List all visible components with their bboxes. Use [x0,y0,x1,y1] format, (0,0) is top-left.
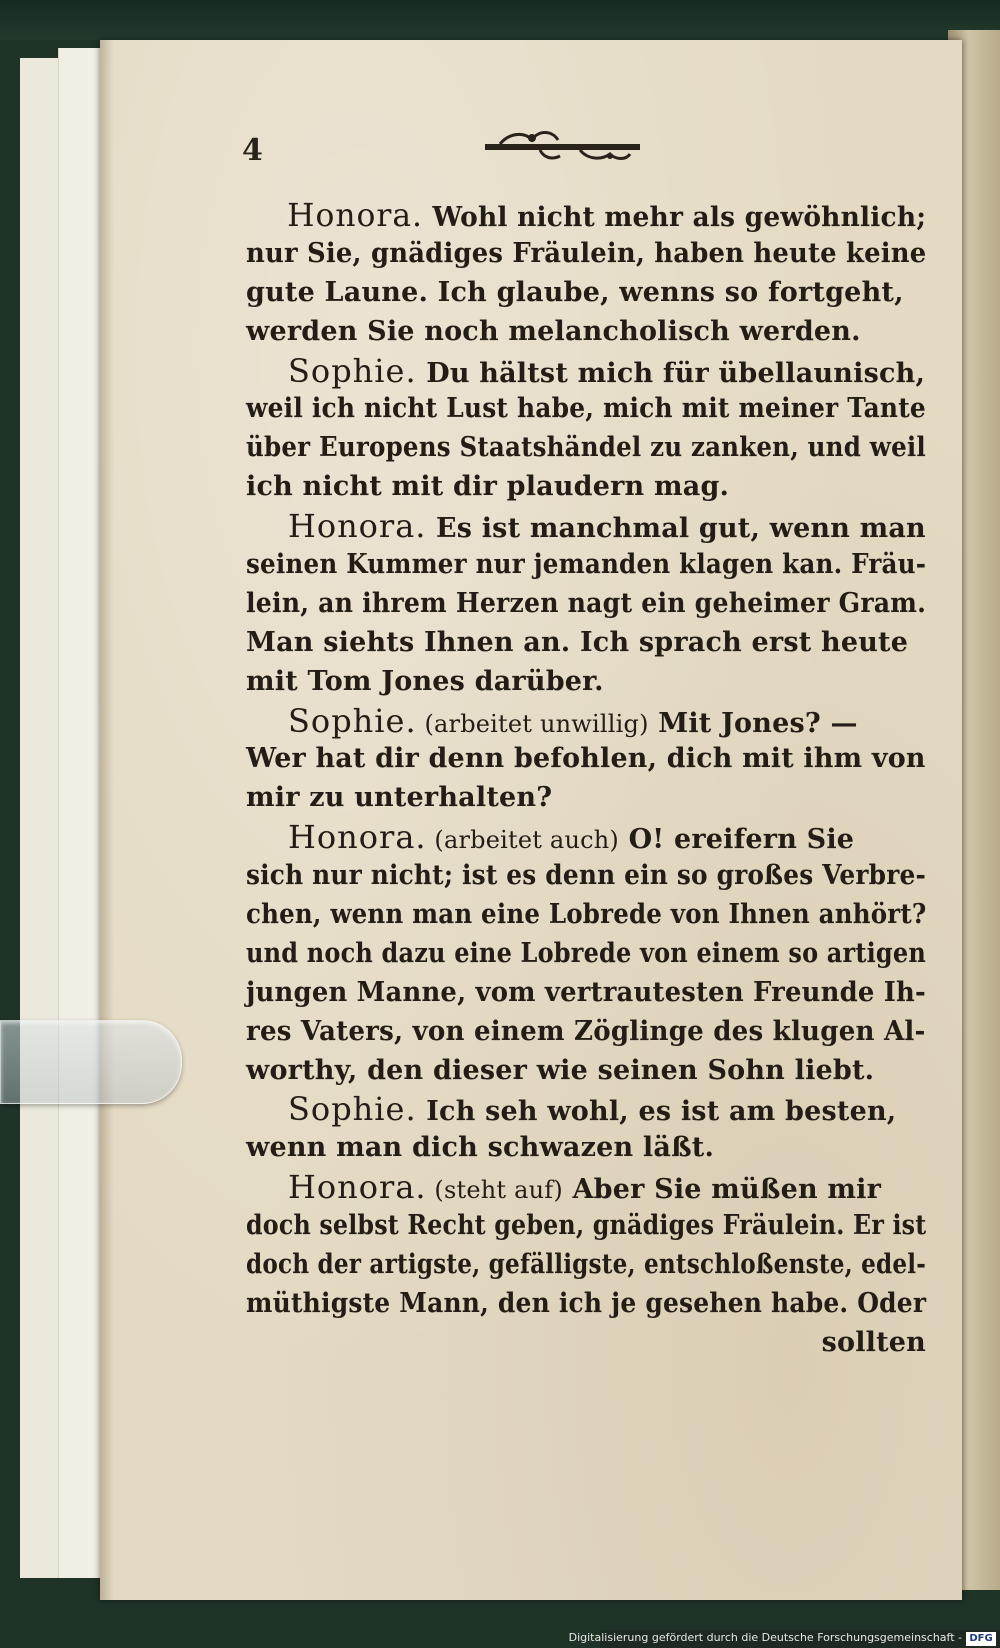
catchword: sollten [821,1326,926,1358]
text-line [246,702,926,741]
line-text: O! ereifern Sie [618,824,855,856]
text-line [246,546,927,585]
text-line [246,935,926,974]
speaker-name: Honora. [287,196,423,234]
text-line [246,429,926,468]
dfg-logo: DFG [966,1632,996,1646]
text-line [246,507,925,546]
text-line [246,235,927,274]
text-line [246,390,926,429]
text-line [246,740,924,779]
line-text: über Europens Staatshändel zu zanken, und weil [246,432,926,464]
line-text: sich nur nicht; ist es denn ein so großes Verbre- [246,860,926,892]
text-line [246,1246,927,1285]
line-text: wenn man dich schwazen läßt. [246,1132,715,1164]
text-line [246,857,926,896]
line-text: doch selbst Recht geben, gnädiges Fräulein. Er ist [246,1210,927,1242]
speaker-name: Honora. [287,507,427,546]
scan-top-strip [0,0,1000,40]
line-text: ich nicht mit dir plaudern mag. [246,471,730,503]
text-line [246,1207,927,1246]
text-line [246,1129,926,1168]
text-line [246,1013,926,1052]
text-line [246,196,927,235]
text-line [246,896,927,935]
text-line [246,274,926,313]
text-line [246,779,926,818]
page-text [246,196,926,1363]
line-text: Es ist manchmal gut, wenn man [426,513,926,545]
line-text: mit Tom Jones darüber. [246,665,604,697]
line-text: mir zu unterhalten? [246,782,553,814]
text-line [246,585,927,624]
text-line [246,468,926,507]
line-text: weil ich nicht Lust habe, mich mit meiner Tante [246,393,926,425]
digitization-credit: Digitalisierung gefördert durch die Deutsche Forschungsgemeinschaft - [568,1631,962,1644]
line-text: Ich seh wohl, es ist am besten, [416,1096,897,1128]
line-text: Mit Jones? — [648,707,858,739]
speaker-name: Sophie. [288,1090,417,1129]
line-text: lein, an ihrem Herzen nagt ein geheimer Gram. [246,587,927,619]
line-text: jungen Manne, vom vertrautesten Freunde Ih- [246,976,926,1008]
line-text: seinen Kummer nur jemanden klagen kan. Fräu- [246,549,927,581]
line-text: res Vaters, von einem Zöglinge des klugen Al- [246,1015,926,1047]
text-line [246,624,926,663]
speaker-name: Honora. [288,1168,427,1207]
page-number: 4 [242,133,263,168]
line-text: werden Sie noch melancholisch werden. [246,315,861,347]
line-text: Man siehts Ihnen an. Ich sprach erst heute [246,626,909,658]
line-text: Wohl nicht mehr als gewöhnlich; [422,202,927,233]
line-text: Du hältst mich für übellaunisch, [416,357,926,389]
text-line [246,1052,926,1091]
text-line [246,1168,926,1207]
line-text: doch der artigste, gefälligste, entschloßenste, edel- [246,1249,927,1281]
line-text: müthigste Mann, den ich je gesehen habe. Oder [246,1287,927,1319]
page-gutter-shadow [100,40,114,1600]
text-line [246,974,926,1013]
line-text: Aber Sie müßen mir [562,1174,882,1206]
line-text: chen, wenn man eine Lobrede von Ihnen anhört? [246,899,927,931]
line-text: nur Sie, gnädiges Fräulein, haben heute keine [246,237,927,269]
transparent-page-clip [0,1020,182,1104]
stage-direction: (arbeitet unwillig) [416,709,649,738]
line-text: worthy, den dieser wie seinen Sohn liebt. [246,1054,875,1086]
speaker-name: Sophie. [288,351,417,390]
text-line [246,1090,926,1129]
text-line [246,313,926,352]
speaker-name: Sophie. [288,701,417,740]
text-line [246,818,926,857]
line-text: und noch dazu eine Lobrede von einem so artigen [246,937,926,969]
stage-direction: (steht auf) [426,1176,563,1205]
text-line [246,1285,927,1324]
decorative-vine-ornament-icon [480,126,650,166]
stage-direction: (arbeitet auch) [426,826,619,855]
speaker-name: Honora. [288,818,427,857]
line-text: gute Laune. Ich glaube, wenns so fortgeht, [246,276,904,308]
text-line [246,663,926,702]
text-line [246,352,926,391]
line-text: Wer hat dir denn befohlen, dich mit ihm von [246,743,926,775]
